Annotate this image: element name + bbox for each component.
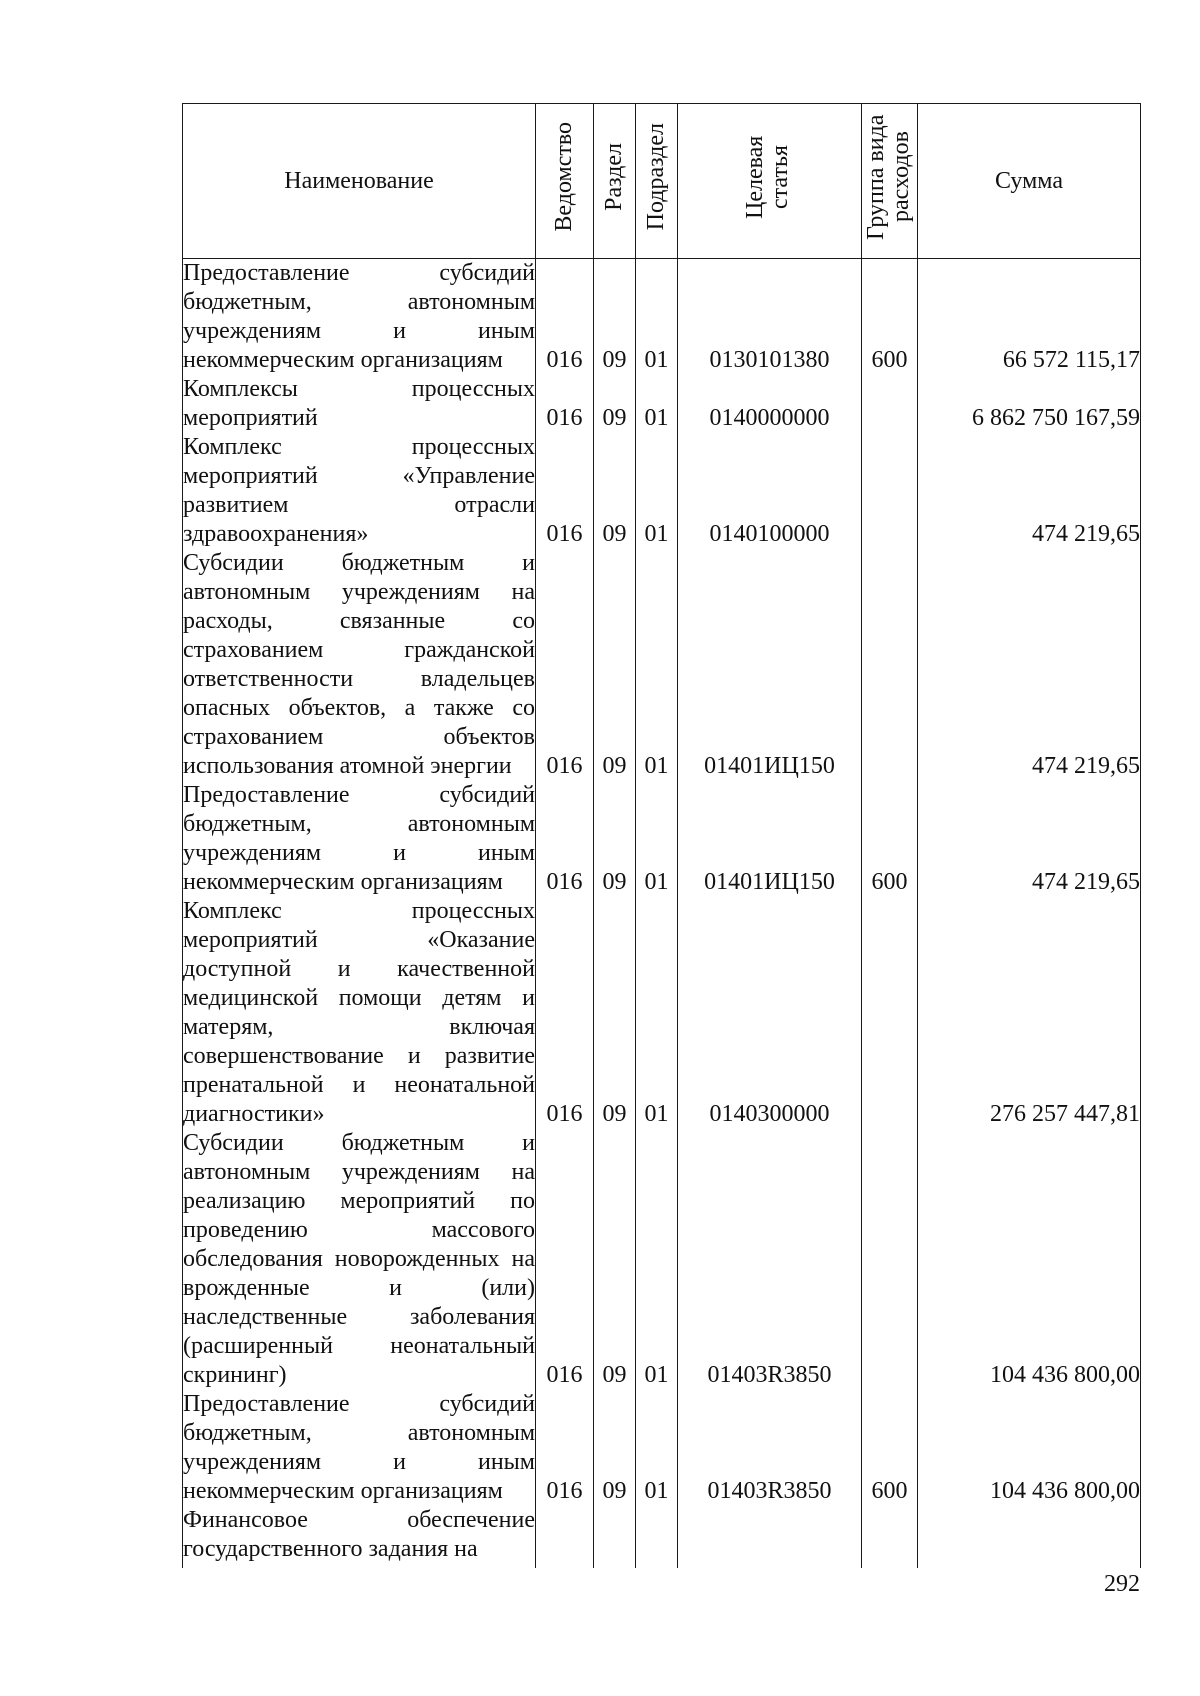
table-row (183, 549, 1141, 781)
table-row (183, 781, 1141, 897)
table-row (183, 433, 1141, 549)
row-target-article: 01401ИЦ150 (678, 781, 862, 897)
row-expense-group: 600 (862, 1390, 918, 1506)
row-section: 09 (594, 433, 636, 549)
row-amount: 474 219,65 (918, 781, 1141, 897)
row-department: 016 (536, 375, 594, 433)
table-header-row (183, 104, 1141, 259)
table-row (183, 897, 1141, 1129)
row-amount: 474 219,65 (918, 433, 1141, 549)
row-amount: 104 436 800,00 (918, 1390, 1141, 1506)
header-amount (918, 104, 1141, 259)
row-expense-group: 600 (862, 781, 918, 897)
row-department: 016 (536, 1129, 594, 1390)
row-name: Субсидии бюджетным и автономным учреждениям на реализацию мероприятий по проведению массового обследования новорожденных на врожденные и (или) наследственные заболевания (расширенный неонатальный скрининг) (183, 1130, 535, 1388)
row-target-article: 0140100000 (678, 433, 862, 549)
row-section: 09 (594, 549, 636, 781)
row-target-article: 0140300000 (678, 897, 862, 1129)
row-target-article: 01403R3850 (678, 1129, 862, 1390)
row-expense-group (862, 1129, 918, 1390)
row-name: Предоставление субсидий бюджетным, автономным учреждениям и иным некоммерческим организациям (183, 782, 535, 895)
row-expense-group (862, 433, 918, 549)
row-target-article: 0140000000 (678, 375, 862, 433)
row-name: Комплекс процессных мероприятий «Управление развитием отрасли здравоохранения» (183, 434, 535, 547)
row-department: 016 (536, 897, 594, 1129)
header-target-article-label: Целевая статья (741, 135, 793, 219)
header-expense-group (862, 104, 918, 259)
row-section: 09 (594, 259, 636, 376)
row-subsection (636, 1506, 678, 1568)
row-subsection: 01 (636, 549, 678, 781)
table-row (183, 375, 1141, 433)
row-name: Комплексы процессных мероприятий (183, 376, 535, 431)
row-expense-group (862, 375, 918, 433)
row-amount (918, 1506, 1141, 1568)
header-expense-group-label: Группа вида расходов (862, 114, 914, 240)
header-name-label: Наименование (284, 167, 434, 194)
row-expense-group (862, 549, 918, 781)
table-row (183, 259, 1141, 376)
row-name: Финансовое обеспечение государственного задания на (183, 1506, 536, 1568)
header-subsection (636, 104, 678, 259)
row-subsection: 01 (636, 259, 678, 376)
page-number: 292 (1104, 1571, 1140, 1597)
row-expense-group: 600 (862, 259, 918, 376)
row-amount: 276 257 447,81 (918, 897, 1141, 1129)
row-department: 016 (536, 549, 594, 781)
row-department: 016 (536, 781, 594, 897)
header-department (536, 104, 594, 259)
row-subsection: 01 (636, 1129, 678, 1390)
row-amount: 104 436 800,00 (918, 1129, 1141, 1390)
row-department (536, 1506, 594, 1568)
table-row (183, 1506, 1141, 1568)
row-department: 016 (536, 259, 594, 376)
row-subsection: 01 (636, 897, 678, 1129)
row-expense-group (862, 897, 918, 1129)
row-department: 016 (536, 433, 594, 549)
row-section (594, 1506, 636, 1568)
row-target-article (678, 1506, 862, 1568)
row-section: 09 (594, 897, 636, 1129)
table-row (183, 1129, 1141, 1390)
row-target-article: 01401ИЦ150 (678, 549, 862, 781)
header-department-label: Ведомство (551, 122, 577, 232)
row-name: Субсидии бюджетным и автономным учреждениям на расходы, связанные со страхованием гражданской ответственности владельцев опасных объектов, а также со страхованием объектов использования атомной энергии (183, 550, 535, 779)
header-section (594, 104, 636, 259)
row-subsection: 01 (636, 781, 678, 897)
table-row (183, 1390, 1141, 1506)
header-target-article (678, 104, 862, 259)
budget-table (182, 103, 1141, 1568)
row-name: Предоставление субсидий бюджетным, автономным учреждениям и иным некоммерческим организациям (183, 1391, 535, 1504)
row-amount: 6 862 750 167,59 (918, 375, 1141, 433)
row-name: Предоставление субсидий бюджетным, автономным учреждениям и иным некоммерческим организациям (183, 260, 535, 373)
row-section: 09 (594, 1129, 636, 1390)
row-department: 016 (536, 1390, 594, 1506)
header-section-label: Раздел (601, 143, 627, 211)
row-section: 09 (594, 781, 636, 897)
header-subsection-label: Подраздел (643, 123, 669, 231)
row-expense-group (862, 1506, 918, 1568)
header-amount-label: Сумма (995, 167, 1063, 194)
row-subsection: 01 (636, 375, 678, 433)
row-target-article: 01403R3850 (678, 1390, 862, 1506)
row-section: 09 (594, 1390, 636, 1506)
row-name: Комплекс процессных мероприятий «Оказание доступной и качественной медицинской помощи детям и матерям, включая совершенствование и развитие пренатальной и неонатальной диагностики» (183, 898, 535, 1127)
row-subsection: 01 (636, 1390, 678, 1506)
row-amount: 66 572 115,17 (918, 259, 1141, 376)
header-name (183, 104, 536, 259)
row-amount: 474 219,65 (918, 549, 1141, 781)
row-subsection: 01 (636, 433, 678, 549)
row-section: 09 (594, 375, 636, 433)
row-target-article: 0130101380 (678, 259, 862, 376)
